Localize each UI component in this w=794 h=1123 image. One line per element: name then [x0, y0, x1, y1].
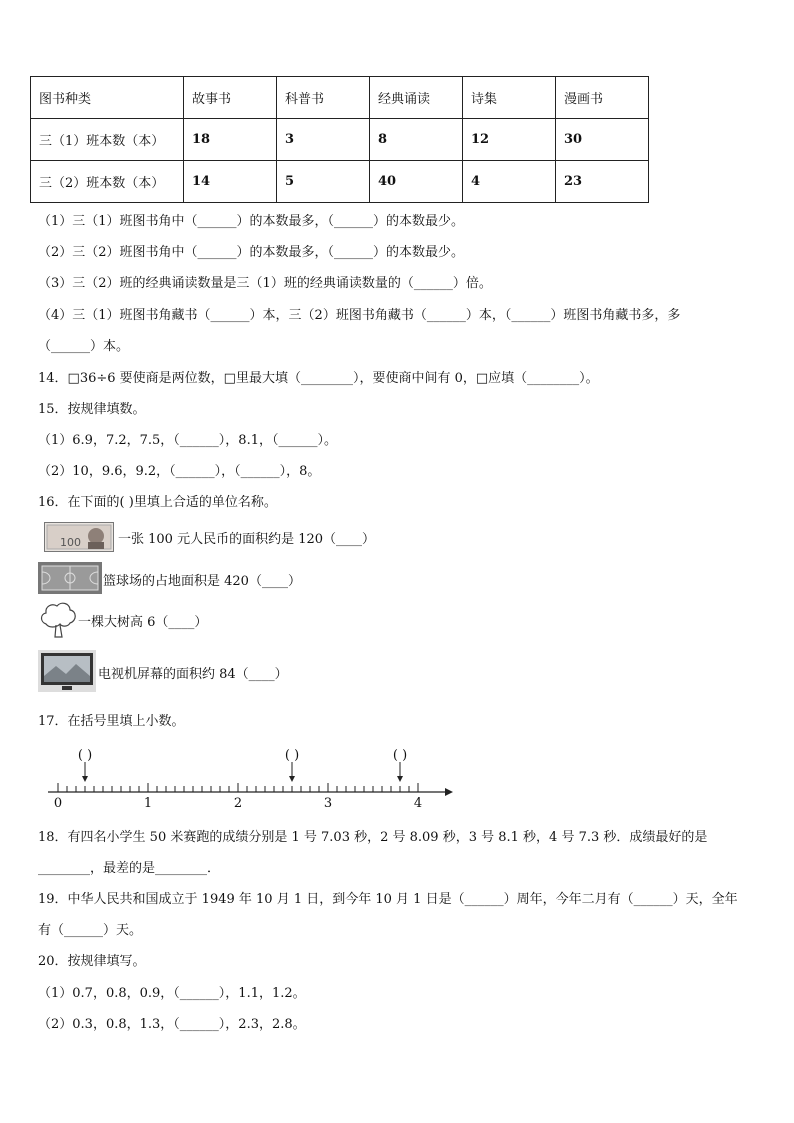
axis-arrowhead	[445, 788, 453, 796]
q15-sub1: （1）6.9，7.2，7.5，（______），8.1，（______）。	[38, 433, 337, 448]
basketball-court-icon	[38, 562, 102, 594]
q16-item-2: 篮球场的占地面积是 420（____）	[103, 574, 301, 589]
question-number: 15．	[38, 402, 68, 417]
table-cell: 5	[277, 161, 370, 203]
question-20	[38, 950, 146, 969]
table-cell: 40	[370, 161, 463, 203]
q16-item-3: 一棵大树高 6（____）	[78, 615, 208, 630]
tick-label: 0	[53, 796, 63, 810]
tick-label: 3	[323, 796, 333, 810]
question-title: 按规律填写。	[67, 954, 146, 969]
table-cell: 三（1）班本数（本）	[31, 119, 184, 161]
pointer-arrowhead	[397, 776, 403, 782]
table-cell: 漫画书	[556, 77, 649, 119]
table-cell: 12	[463, 119, 556, 161]
table-cell: 故事书	[184, 77, 277, 119]
table-cell: 诗集	[463, 77, 556, 119]
book-table	[30, 76, 649, 203]
table-cell: 14	[184, 161, 277, 203]
answer-paren[interactable]: ( )	[77, 748, 93, 763]
question-text: □36÷6 要使商是两位数，□里最大填（________），要使商中间有 0，□应填（________）。	[67, 371, 599, 386]
q20-sub1: （1）0.7，0.8，0.9，（______），1.1，1.2。	[38, 986, 306, 1001]
question-number: 20．	[38, 954, 68, 969]
pointer-arrowhead	[289, 776, 295, 782]
q13-sub3: （3）三（2）班的经典诵读数量是三（1）班的经典诵读数量的（______）倍。	[38, 276, 492, 291]
tv-icon	[38, 650, 96, 692]
table-cell: 三（2）班本数（本）	[31, 161, 184, 203]
tree-icon	[38, 600, 78, 638]
table-cell: 4	[463, 161, 556, 203]
table-row	[31, 161, 649, 203]
question-number: 18．	[38, 830, 68, 845]
q19-line2: 有（______）天。	[38, 923, 143, 938]
question-text: 有四名小学生 50 米赛跑的成绩分别是 1 号 7.03 秒，2 号 8.09 秒，3 号 8.1 秒，4 号 7.3 秒．成绩最好的是	[67, 830, 708, 845]
question-title: 在括号里填上小数。	[67, 714, 185, 729]
q18-line2: ________，最差的是________．	[38, 861, 221, 876]
q16-item-4: 电视机屏幕的面积约 84（____）	[98, 667, 288, 682]
tick-label: 2	[233, 796, 243, 810]
answer-paren[interactable]: ( )	[284, 748, 300, 763]
question-16	[38, 491, 277, 510]
table-cell: 图书种类	[31, 77, 184, 119]
q15-sub2: （2）10，9.6，9.2，（______），（______），8。	[38, 464, 321, 479]
q13-sub2: （2）三（2）班图书角中（______）的本数最多，（______）的本数最少。	[38, 245, 465, 260]
question-17	[38, 710, 185, 729]
question-14	[38, 367, 599, 386]
table-cell: 科普书	[277, 77, 370, 119]
table-cell: 经典诵读	[370, 77, 463, 119]
banknote-icon	[44, 522, 114, 552]
question-title: 在下面的( )里填上合适的单位名称。	[67, 495, 277, 510]
question-number: 16．	[38, 495, 68, 510]
table-cell: 8	[370, 119, 463, 161]
table-header-row	[31, 77, 649, 119]
q16-item-1: 一张 100 元人民币的面积约是 120（____）	[118, 532, 376, 547]
tick-label: 4	[413, 796, 423, 810]
q13-sub1: （1）三（1）班图书角中（______）的本数最多，（______）的本数最少。	[38, 214, 465, 229]
question-19	[38, 888, 738, 907]
q13-sub4-line1: （4）三（1）班图书角藏书（______）本，三（2）班图书角藏书（______）本，（______）班图书角藏书多，多	[38, 308, 681, 323]
table-cell: 3	[277, 119, 370, 161]
tick-label: 1	[143, 796, 153, 810]
table-cell: 23	[556, 161, 649, 203]
question-number: 19．	[38, 892, 68, 907]
q13-sub4-line2: （______）本。	[38, 339, 130, 354]
question-text: 中华人民共和国成立于 1949 年 10 月 1 日，到今年 10 月 1 日是（______）周年，今年二月有（______）天，全年	[67, 892, 738, 907]
q20-sub2: （2）0.3，0.8，1.3，（______），2.3，2.8。	[38, 1017, 306, 1032]
answer-paren[interactable]: ( )	[392, 748, 408, 763]
question-title: 按规律填数。	[67, 402, 146, 417]
pointer-arrowhead	[82, 776, 88, 782]
number-line	[40, 740, 460, 810]
svg-text:100: 100	[60, 536, 81, 549]
question-18	[38, 826, 707, 845]
table-cell: 18	[184, 119, 277, 161]
table-cell: 30	[556, 119, 649, 161]
question-number: 14．	[38, 371, 68, 386]
question-15	[38, 398, 146, 417]
question-number: 17．	[38, 714, 68, 729]
table-row	[31, 119, 649, 161]
